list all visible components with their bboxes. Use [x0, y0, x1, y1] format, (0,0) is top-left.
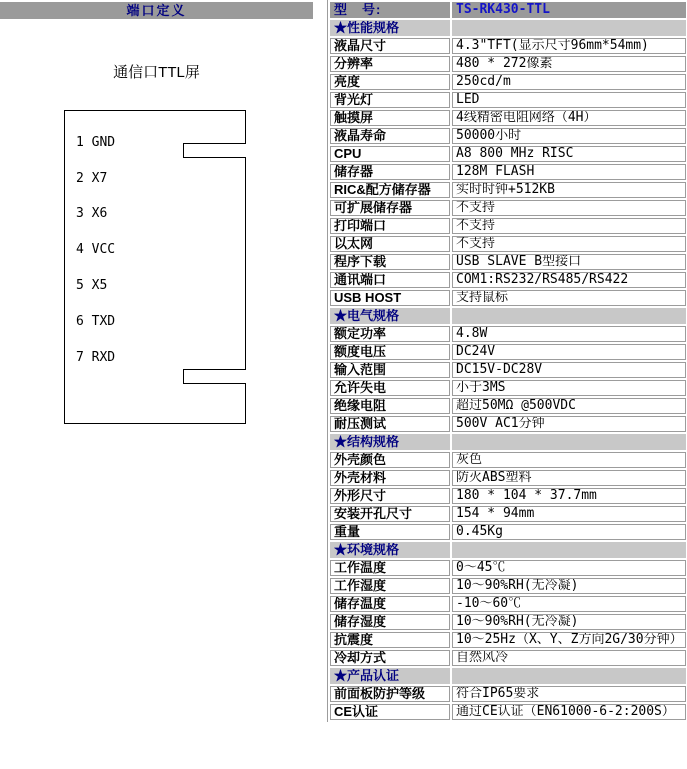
- spec-row: [330, 254, 686, 270]
- spec-value-cell: 不支持: [452, 218, 686, 234]
- spec-row: [330, 470, 686, 486]
- spec-label-cell: 背光灯: [330, 92, 450, 108]
- spec-value-cell: 180 * 104 * 37.7mm: [452, 488, 686, 504]
- spec-row: [330, 290, 686, 306]
- spec-value-cell: 通过CE认证（EN61000-6-2:200S）: [452, 704, 686, 720]
- spec-row: [330, 632, 686, 648]
- spec-value-cell: 小于3MS: [452, 380, 686, 396]
- spec-label-cell: ★环境规格: [330, 542, 450, 558]
- spec-table: [328, 0, 687, 722]
- spec-row: [330, 20, 686, 36]
- spec-row: [330, 308, 686, 324]
- spec-value-cell: LED: [452, 92, 686, 108]
- spec-row: [330, 92, 686, 108]
- spec-value-cell: 480 * 272像素: [452, 56, 686, 72]
- spec-label-cell: 分辨率: [330, 56, 450, 72]
- spec-value-cell: 自然风冷: [452, 650, 686, 666]
- spec-label-cell: 前面板防护等级: [330, 686, 450, 702]
- pin-label-1: 1 GND: [76, 135, 116, 150]
- spec-label-cell: 外形尺寸: [330, 488, 450, 504]
- spec-value-cell: 50000小时: [452, 128, 686, 144]
- spec-value-cell: [452, 434, 686, 450]
- connector-outline: [65, 111, 246, 424]
- pin-label-6: 6 TXD: [76, 314, 116, 329]
- spec-value-cell: 超过50MΩ @500VDC: [452, 398, 686, 414]
- spec-row: [330, 434, 686, 450]
- spec-label-cell: 额定功率: [330, 326, 450, 342]
- spec-value-cell: [452, 542, 686, 558]
- spec-label-cell: 亮度: [330, 74, 450, 90]
- spec-label-cell: 储存器: [330, 164, 450, 180]
- spec-row: [330, 578, 686, 594]
- spec-value-cell: 4.3"TFT(显示尺寸96mm*54mm): [452, 38, 686, 54]
- spec-row: [330, 38, 686, 54]
- spec-row: [330, 452, 686, 468]
- spec-value-cell: 符合IP65要求: [452, 686, 686, 702]
- spec-label-cell: 工作温度: [330, 560, 450, 576]
- spec-row: [330, 668, 686, 684]
- spec-value-cell: 250cd/m: [452, 74, 686, 90]
- spec-value-cell: USB SLAVE B型接口: [452, 254, 686, 270]
- spec-value-cell: [452, 308, 686, 324]
- spec-row: [330, 362, 686, 378]
- spec-value-cell: 154 * 94mm: [452, 506, 686, 522]
- spec-label-cell: 液晶尺寸: [330, 38, 450, 54]
- spec-table-body: [330, 2, 686, 720]
- spec-row: [330, 398, 686, 414]
- spec-label-cell: ★结构规格: [330, 434, 450, 450]
- spec-row: [330, 110, 686, 126]
- spec-value-cell: [452, 668, 686, 684]
- spec-row: [330, 182, 686, 198]
- spec-label-cell: 储存温度: [330, 596, 450, 612]
- spec-row: [330, 596, 686, 612]
- port-definition-header: 端口定义: [0, 2, 313, 19]
- spec-row: [330, 2, 686, 18]
- spec-row: [330, 416, 686, 432]
- spec-value-cell: 不支持: [452, 236, 686, 252]
- spec-label-cell: 抗震度: [330, 632, 450, 648]
- spec-label-cell: CE认证: [330, 704, 450, 720]
- spec-label-cell: 以太网: [330, 236, 450, 252]
- spec-row: [330, 326, 686, 342]
- spec-label-cell: 可扩展储存器: [330, 200, 450, 216]
- spec-label-cell: 耐压测试: [330, 416, 450, 432]
- spec-label-cell: 工作湿度: [330, 578, 450, 594]
- spec-label-cell: 安装开孔尺寸: [330, 506, 450, 522]
- spec-label-cell: USB HOST: [330, 290, 450, 306]
- spec-row: [330, 146, 686, 162]
- spec-label-cell: 外壳颜色: [330, 452, 450, 468]
- spec-label-cell: 程序下载: [330, 254, 450, 270]
- spec-label-cell: 外壳材料: [330, 470, 450, 486]
- ttl-connector-diagram: [64, 110, 247, 425]
- spec-value-cell: DC24V: [452, 344, 686, 360]
- spec-label-cell: 液晶寿命: [330, 128, 450, 144]
- spec-label-cell: ★性能规格: [330, 20, 450, 36]
- spec-value-cell: 不支持: [452, 200, 686, 216]
- spec-value-cell: [452, 20, 686, 36]
- spec-value-cell: 10～90%RH(无冷凝): [452, 578, 686, 594]
- spec-row: [330, 524, 686, 540]
- spec-value-cell: DC15V-DC28V: [452, 362, 686, 378]
- spec-label-cell: 型 号:: [330, 2, 450, 18]
- spec-value-cell: 500V AC1分钟: [452, 416, 686, 432]
- spec-value-cell: 10～90%RH(无冷凝): [452, 614, 686, 630]
- spec-row: [330, 218, 686, 234]
- spec-label-cell: CPU: [330, 146, 450, 162]
- spec-label-cell: RIC&配方储存器: [330, 182, 450, 198]
- spec-value-cell: 0.45Kg: [452, 524, 686, 540]
- spec-label-cell: 重量: [330, 524, 450, 540]
- spec-row: [330, 488, 686, 504]
- spec-value-cell: COM1:RS232/RS485/RS422: [452, 272, 686, 288]
- spec-value-cell: -10～60℃: [452, 596, 686, 612]
- spec-row: [330, 164, 686, 180]
- spec-row: [330, 542, 686, 558]
- pin-label-5: 5 X5: [76, 278, 108, 293]
- spec-value-cell: 防火ABS塑料: [452, 470, 686, 486]
- spec-value-cell: 0～45℃: [452, 560, 686, 576]
- spec-row: [330, 380, 686, 396]
- pin-label-2: 2 X7: [76, 171, 108, 186]
- spec-label-cell: 通讯端口: [330, 272, 450, 288]
- spec-value-cell: TS-RK430-TTL: [452, 2, 686, 18]
- spec-row: [330, 704, 686, 720]
- spec-value-cell: 实时时钟+512KB: [452, 182, 686, 198]
- spec-label-cell: 触摸屏: [330, 110, 450, 126]
- spec-row: [330, 200, 686, 216]
- spec-row: [330, 560, 686, 576]
- spec-value-cell: A8 800 MHz RISC: [452, 146, 686, 162]
- pin-label-4: 4 VCC: [76, 242, 116, 257]
- spec-value-cell: 128M FLASH: [452, 164, 686, 180]
- spec-row: [330, 56, 686, 72]
- spec-row: [330, 74, 686, 90]
- spec-label-cell: ★电气规格: [330, 308, 450, 324]
- spec-label-cell: 冷却方式: [330, 650, 450, 666]
- spec-row: [330, 128, 686, 144]
- spec-label-cell: 输入范围: [330, 362, 450, 378]
- spec-value-cell: 4.8W: [452, 326, 686, 342]
- spec-row: [330, 614, 686, 630]
- spec-label-cell: 允许失电: [330, 380, 450, 396]
- spec-row: [330, 650, 686, 666]
- panel-title: 通信口TTL屏: [113, 64, 200, 81]
- spec-label-cell: 额度电压: [330, 344, 450, 360]
- pin-label-7: 7 RXD: [76, 350, 116, 365]
- spec-value-cell: 支持鼠标: [452, 290, 686, 306]
- spec-value-cell: 灰色: [452, 452, 686, 468]
- spec-row: [330, 236, 686, 252]
- spec-label-cell: ★产品认证: [330, 668, 450, 684]
- spec-value-cell: 4线精密电阻网络（4H）: [452, 110, 686, 126]
- spec-row: [330, 272, 686, 288]
- spec-label-cell: 打印端口: [330, 218, 450, 234]
- pin-label-3: 3 X6: [76, 206, 108, 221]
- spec-label-cell: 绝缘电阻: [330, 398, 450, 414]
- spec-row: [330, 686, 686, 702]
- spec-value-cell: 10～25Hz（X、Y、Z方向2G/30分钟）: [452, 632, 686, 648]
- spec-row: [330, 506, 686, 522]
- spec-row: [330, 344, 686, 360]
- spec-table-panel: [327, 0, 687, 722]
- spec-label-cell: 储存湿度: [330, 614, 450, 630]
